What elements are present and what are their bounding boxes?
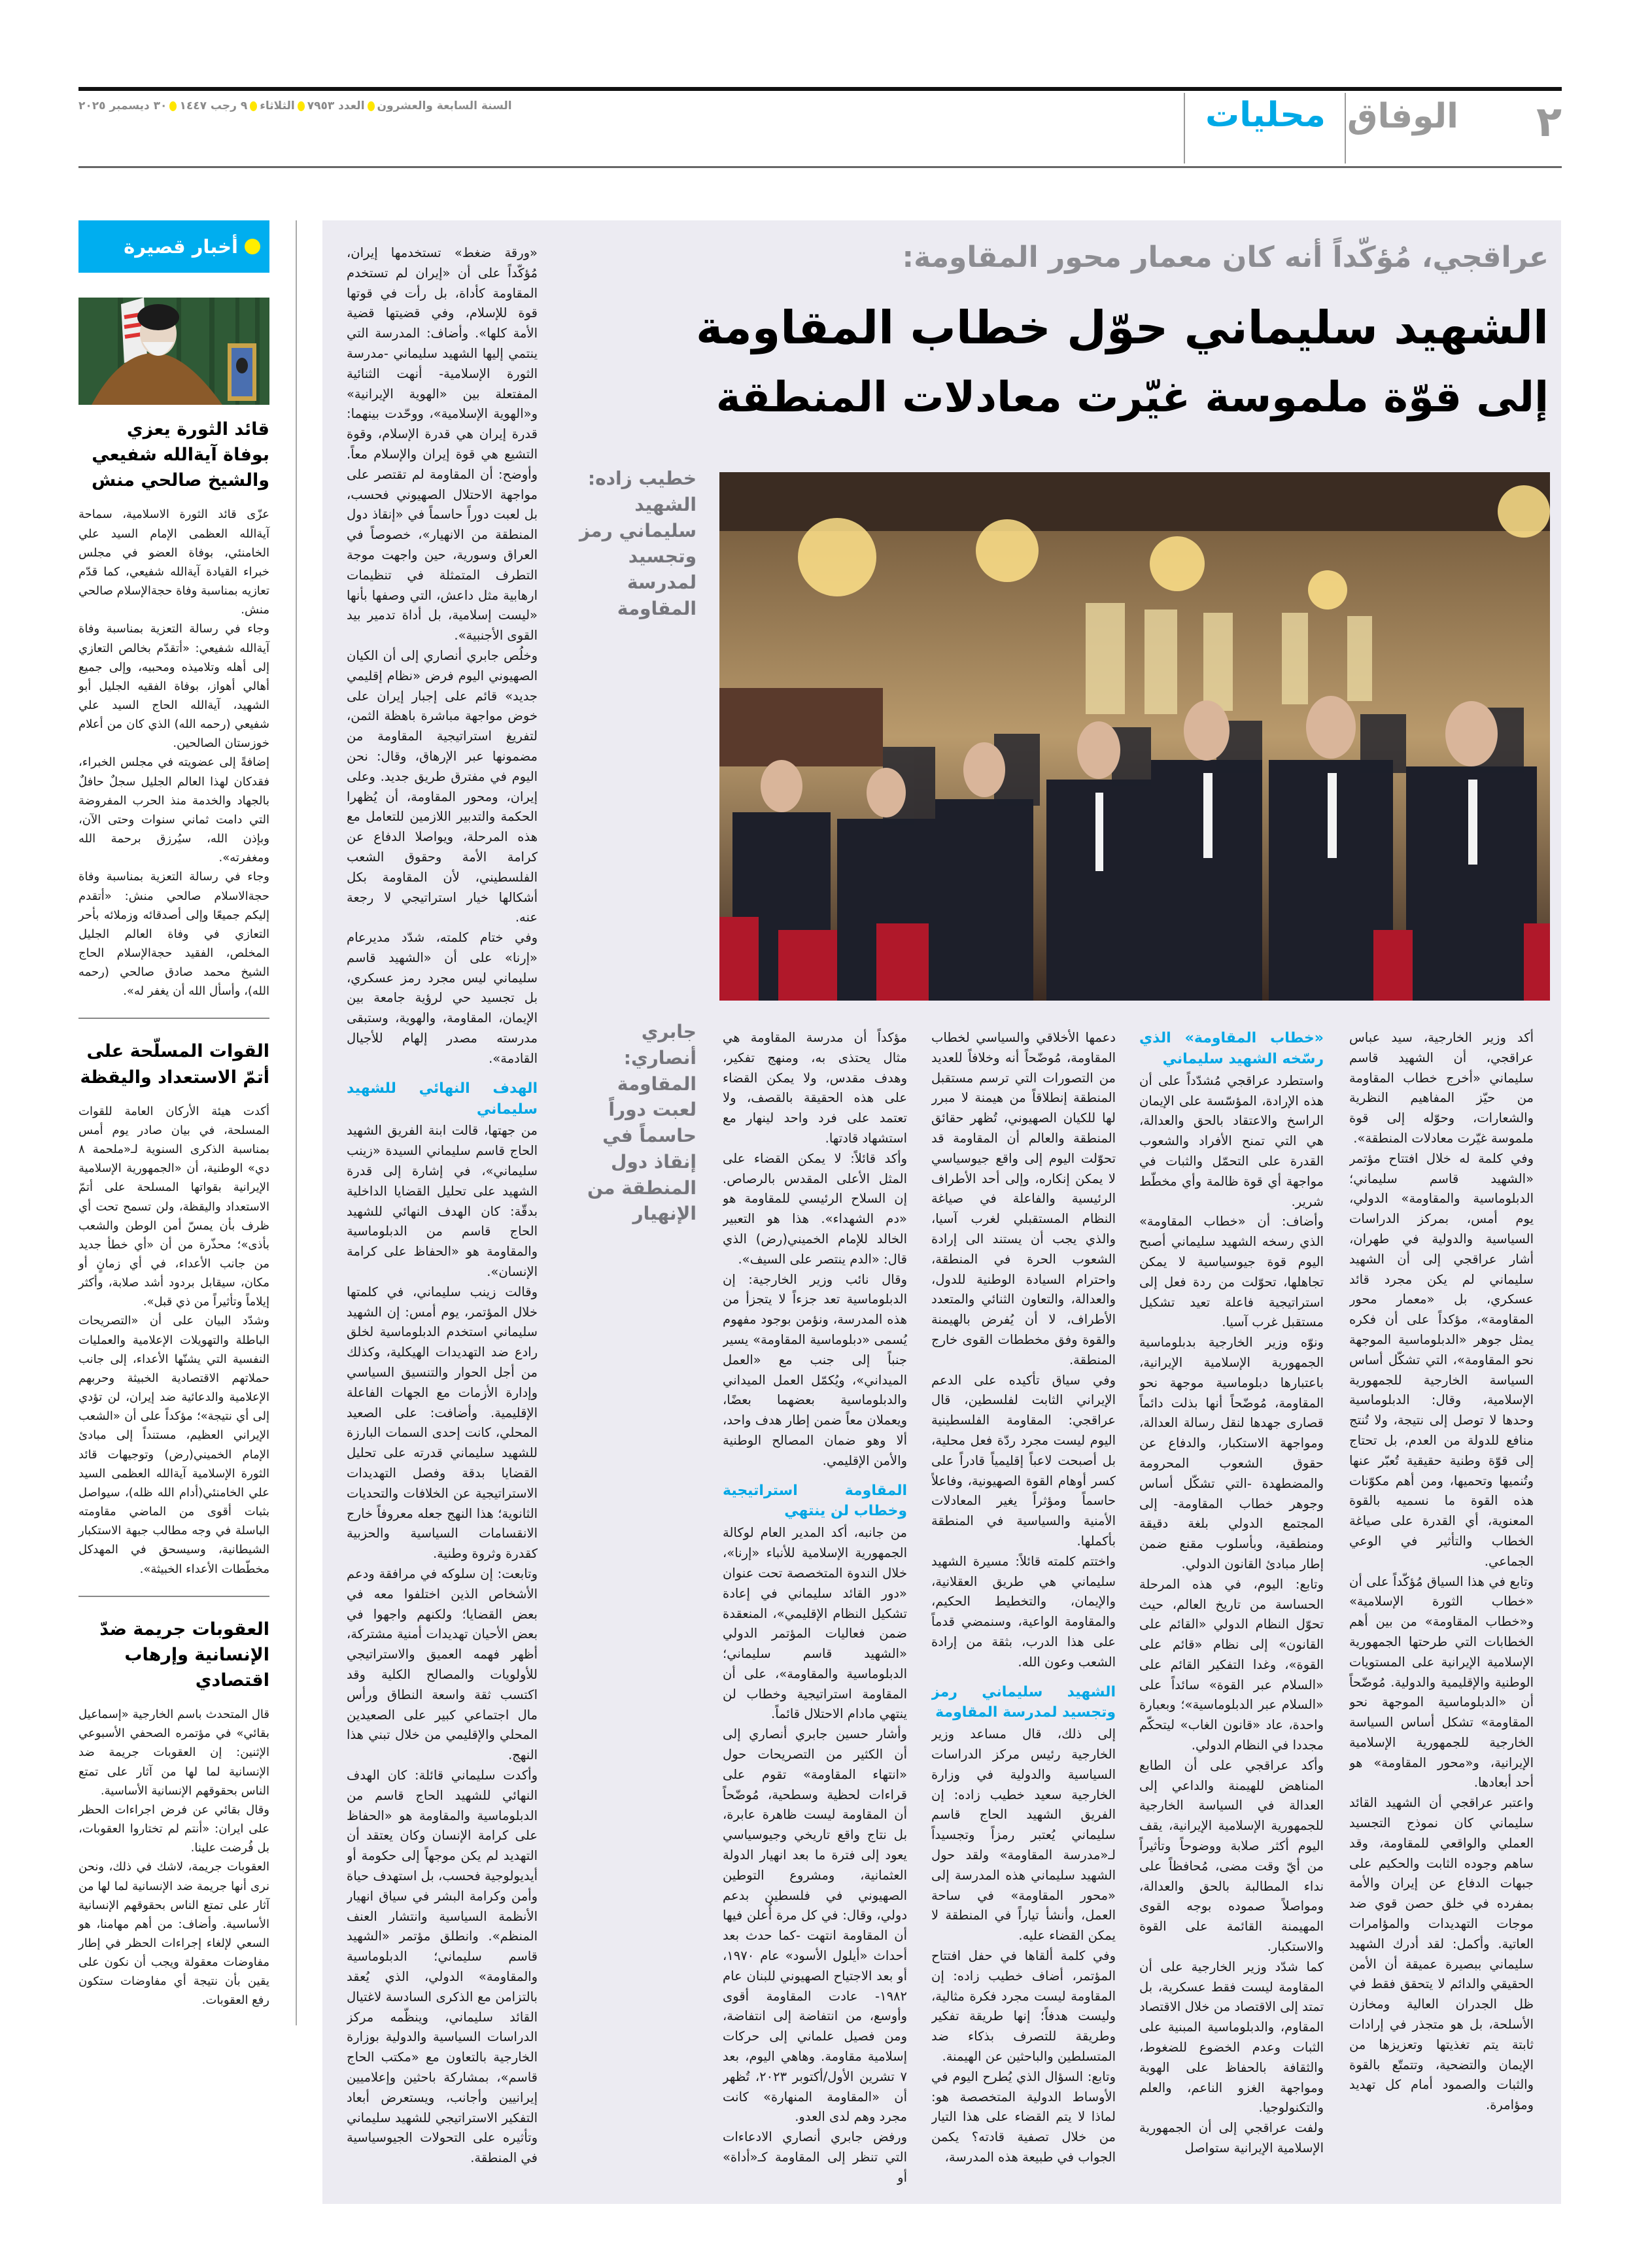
masthead-bottom-rule	[78, 166, 1562, 168]
dateline-year: السنة السابعة والعشرون	[377, 99, 512, 112]
article-paragraph: كما شدّد وزير الخارجية على أن المقاومة ليست فقط عسكرية، بل تمتد إلى الاقتصاد من خلال الاقتصاد المقاوم، والدبلوماسية المبنية على الثبات وعدم الخضوع للضغوط، والثقافة بالحفاظ على الهوية ومواجهة الغزو الناعم، والعلم والتكنولوجيا.	[1139, 1959, 1324, 2116]
article-paragraph: وتابع: السؤال الذي يُطرح اليوم في الأوساط الدولية المتخصصة هو: لماذا لا يتم القضاء على هذا التيار من خلال تصفية قادته؟ يكمن الجواب في طبيعة هذه المدرسة،	[931, 2069, 1116, 2165]
article-paragraph: مؤكداً أن مدرسة المقاومة هي مثال يحتذى به، ومنهج تفكير، وهدف مقدس، ولا يمكن القضاء على هذه الحقيقة بالقصف، ولا تعتمد على فرد واحد لينهار مع استشهاد قادتها.	[723, 1030, 907, 1146]
article-paragraph: وتابع في هذا السياق مُؤكّداً على أن «خطاب الثورة الإسلامية» و«خطاب المقاومة» من بين أهم الخطابات التي طرحتها الجمهورية الإسلامية الإيرانية على المستويات الوطنية والإقليمية والدولية. مُوضّحاً أن «الدبلوماسية الموجهة نحو المقاومة» تشكل أساس السياسة الخارجية للجمهورية الإسلامية الإيرانية، و«محور المقاومة» هو أحد أبعادها.	[1349, 1573, 1534, 1791]
article-subheading: «خطاب المقاومة» الذي رسّخه الشهيد سليماني	[1139, 1030, 1324, 1067]
article-column	[347, 243, 538, 2179]
headline-line: إلى قوّة ملموسة غيّرت معادلات المنطقة	[715, 373, 1549, 422]
page-number: ٢	[1536, 98, 1562, 146]
article-paragraph: وقال نائب وزير الخارجية: إن الدبلوماسية تعد جزءاً لا يتجزأ من هذه المدرسة، ونؤمن بوجود مفهوم يُسمى «دبلوماسية المقاومة» يسير جنباً إلى جنب مع «العمل الميداني»، ويُكمّل العمل الميداني والدبلوماسية بعضهما بعضًا، ويعملان معاً ضمن إطار هدف واحد، ألا وهو ضمان المصالح الوطنية والأمن الإقليمي.	[723, 1271, 907, 1468]
article-column	[1349, 1028, 1534, 2186]
pull-quote: خطيب زاده: الشهيد سليماني رمز وتجسيد لمدرسة المقاومة	[579, 468, 697, 619]
article-paragraph: وأكدت سليماني قائلة: كان الهدف النهائي للشهيد الحاج قاسم من الدبلوماسية والمقاومة هو «الحفاظ على كرامة الإنسان وكان يعتقد أن التهديد لم يكن موجهاً إلى حكومة أو أيديولوجية فحسب، بل استهدف حياة وأمن وكرامة البشر في سياق انهيار الأنظمة السياسية وانتشار العنف المنظم». وانطلق مؤتمر «الشهيد قاسم سليماني؛ الدبلوماسية والمقاومة» الدولي، الذي يُعقد بالتزامن مع الذكرى السادسة لاغتيال القائد سليماني، وينظّمه مركز الدراسات السياسية والدولية بوزارة الخارجية بالتعاون مع «مكتب الحاج قاسم»، بمشاركة باحثين وإعلاميين إيرانيين وأجانب، ويستعرض أبعاد التفكير الاستراتيجي للشهيد سليماني وتأثيره على التحولات الجيوسياسية في المنطقة.	[347, 1767, 538, 2166]
pull-quote: جابري أنصاري: المقاومة لعبت دوراً حاسماً في إنقاذ دول المنطقة من الإنهيار	[587, 1021, 697, 1225]
article-paragraph: إلى ذلك، قال مساعد وزير الخارجية رئيس مركز الدراسات السياسية والدولية في وزارة الخارجية سعيد خطيب زاده: إن الفريق الشهيد الحاج قاسم سليماني يُعتبر رمزاً وتجسيداً لـ«مدرسة المقاومة» ولقد حول الشهيد سليماني هذه المدرسة إلى «محور المقاومة» في ساحة العمل، وأنشأ تياراً في المنطقة لا يمكن القضاء عليه.	[931, 1727, 1116, 1944]
dateline-issue: العدد ٧٩٥٣	[307, 99, 365, 112]
story-headline[interactable]: قائد الثورة يعزي بوفاة آيةالله شفيعي والشيخ صالحي منش	[92, 419, 269, 491]
newspaper-logo: الوفاق	[1347, 97, 1458, 136]
story-paragraph: وجاء في رسالة التعزية بمناسبة وفاة آيةالله شفيعي: «أتقدّم بخالص التعازي إلى أهله وتلاميذه ومحبيه، وإلى جميع أهالي أهواز، بوفاة الفقيه الجليل أبو الشهيد، آيةالله الحاج السيد علي شفيعي (رحمه الله) الذي كان من أعلام خوزستان الصالحين.	[78, 622, 269, 751]
section-title: محليات	[1205, 95, 1326, 135]
article-paragraph: وأشار حسين جابري أنصاري إلى أن الكثير من التصريحات حول «انتهاء المقاومة» تقوم على قراءات لحظية وسطحية، مُوضّحاً أن المقاومة ليست ظاهرة عابرة، بل نتاج واقع تاريخي وجيوسياسي يعود إلى فترة ما بعد انهيار الدولة العثمانية، ومشروع التوطين الصهيوني في فلسطين بدعم دولي، وقال: في كل مرة أُعلن فيها أن المقاومة انتهت -كما حدث بعد أحداث «أيلول الأسود» عام ١٩٧٠، أو بعد الاجتياح الصهيوني للبنان عام ١٩٨٢- عادت المقاومة أقوى وأوسع، من انتفاضة إلى انتفاضة، ومن فصيل علماني إلى حركات إسلامية مقاومة. وهاهي اليوم، بعد ٧ تشرين الأول/أكتوبر ٢٠٢٣، تُظهر أن «المقاومة المنهارة» كانت مجرد وهم لدى العدو.	[723, 1727, 907, 2125]
story-paragraph: أكدت هيئة الأركان العامة للقوات المسلحة، في بيان صادر يوم أمس بمناسبة الذكرى السنوية لـ«ملحمة ٨ دي» الوطنية، أن «الجمهورية الإسلامية الإيرانية بقواتها المسلحة على أتمّ الاستعداد واليقظة، ولن تسمح تحت أي ظرف بأن يمسّ أمن الوطن والشعب بأذى»؛ محذّرة من أن «أي خطأ جديد من جانب الأعداء، في أي زمانٍ أو مكان، سيقابل بردود أشد صلابة، وأكثر إيلاماً وتأثيراً من ذي قبل».	[78, 1104, 269, 1309]
headline-line: الشهيد سليماني حوّل خطاب المقاومة	[695, 301, 1549, 354]
article-paragraph: وفي ختام كلمته، شدّد مديرعام «إرنا» على أن «الشهيد قاسم سليماني ليس مجرد رمز عسكري، بل تجسيد حي لرؤية جامعة بين الإيمان، المقاومة، والهوية، وستبقى مدرسته مصدر إلهام للأجيال القادمة».	[347, 930, 538, 1066]
article-paragraph: وأكد عراقجي على أن الطابع المناهض للهيمنة والداعي إلى العدالة في السياسة الخارجية للجمهورية الإسلامية الإيرانية، يقف اليوم أكثر صلابة ووضوحاً وتأثيراً من أيّ وقت مضى، مُحافظاً على نداء المطالبة بالحق والعدالة، ومواصلاً صموده بوجه القوى المهيمنة القائمة على القوة والاستكبار.	[1139, 1757, 1324, 1955]
story-paragraph: إضافةً إلى عضويته في مجلس الخبراء، فقدكان لهذا العالم الجليل سجلٌ حافلٌ بالجهاد والخدمة منذ الحرب المفروضة التي دامت ثماني سنوات وحتى الآن، وبإذن الله، سيُرزق برحمة الله ومغفرته».	[78, 755, 269, 865]
story-headline[interactable]: القوات المسلّحة على أتمّ الاستعداد واليقظة	[80, 1041, 269, 1088]
short-news-header	[78, 220, 269, 273]
article-column	[723, 1028, 907, 2186]
leader-photo	[78, 298, 269, 405]
article-paragraph: وفي سياق تأكيده على الدعم الإيراني الثابت لفلسطين، قال عراقجي: المقاومة الفلسطينية اليوم ليست مجرد ردّة فعل محلية، بل أصبحت لاعباً إقليمياً قادراً على كسر أوهام القوة الصهيونية، وفاعلاً حاسماً ومؤثراً يغير المعادلات الأمنية والسياسية في المنطقة بأكملها.	[931, 1372, 1116, 1549]
bullet-dot-icon	[169, 101, 177, 111]
dateline	[78, 99, 667, 112]
article-column	[931, 1028, 1116, 2186]
article-paragraph: دعمها الأخلاقي والسياسي لخطاب المقاومة، مُوضّحاً أنه وخلافاً للعديد من التصورات التي ترسم مستقبل المنطقة إنطلاقاً من هيمنة لا مبرر لها للكيان الصهيوني، تُظهر حقائق المنطقة والعالم أن المقاومة قد تحوّلت اليوم إلى واقع جيوسياسي لا يمكن إنكاره، وإلى أحد الأطراف الرئيسية والفاعلة في صياغة النظام المستقبلي لغرب آسيا، والذي يجب أن يستند الى إرادة الشعوب الحرة في المنطقة، واحترام السيادة الوطنية للدول، والعدالة، والتعاون الثنائي والمتعدد الأطراف، لا أن يُفرض بالهيمنة والقوة وفق مخططات القوى خارج المنطقة.	[931, 1030, 1116, 1367]
article-paragraph: ونوّه وزير الخارجية بدبلوماسية الجمهورية الإسلامية الإيرانية، باعتبارها دبلوماسية موجهة نحو المقاومة، مُوضّحاً أنها بذلت دائماً قصارى جهدها لنقل رسالة العدالة، ومواجهة الاستكبار، والدفاع عن حقوق الشعوب المحرومة والمضطهدة -التي تشكّل أساس وجوهر خطاب المقاومة- إلى المجتمع الدولي بلغة دقيقة ومنطقية، وبأسلوب مقنع ضمن إطار مبادئ القانون الدولي.	[1139, 1335, 1324, 1572]
article-paragraph: وتابعت: إن سلوكه في مرافقة ودعم الأشخاص الذين اختلفوا معه في بعض القضايا؛ ولكنهم واجهوا في بعض الأحيان تهديدات أمنية مشتركة، أظهر فهمه العميق والاستراتيجي للأولويات والمصالح الكلية وقد اكتسب ثقة واسعة النطاق ورأس مال اجتماعي كبير على الصعيدين المحلي والإقليمي من خلال تبني هذا النهج.	[347, 1566, 538, 1763]
short-news-sidebar	[78, 220, 269, 2010]
article-paragraph: وقالت زينب سليماني، في كلمتها خلال المؤتمر، يوم أمس: إن الشهيد سليماني استخدم الدبلوماسية لخلق رادع ضد التهديدات الهيكلية، وكذلك من أجل الحوار والتنسيق السياسي وإدارة الأزمات مع الجهات الفاعلة الإقليمية. وأضافت: على الصعيد المحلي، كانت إحدى السمات البارزة للشهيد سليماني قدرته على تحليل القضايا بدقة وفصل التهديدات الاستراتيجية عن الخلافات والتحديات الثانوية؛ هذا النهج جعله معروفاً خارج الانقسامات السياسية والحزبية كقدرة وثروة وطنية.	[347, 1284, 538, 1562]
masthead-top-rule	[78, 87, 1562, 91]
news-story	[78, 417, 269, 1001]
article-paragraph: واستطرد عراقجي مُشدّداً على أن هذه الإرادة، المؤسّسة على الإيمان الراسخ والاعتقاد بالحق والعدالة، هي التي تمنح الأفراد والشعوب القدرة على التحمّل والثبات في مواجهة أي قوة ظالمة وأي مخطّط شرير.	[1139, 1073, 1324, 1209]
sidebar-divider	[296, 220, 297, 2025]
article-headline[interactable]	[693, 291, 1549, 431]
story-paragraph: عزّى قائد الثورة الاسلامية، سماحة آيةالله العظمى الإمام السيد علي الخامنئي، بوفاة العضو في مجلس خبراء القيادة آيةالله شفيعي، كما قدّم تعازيه بمناسبة وفاة حجةالإسلام صالحي منش.	[78, 507, 269, 617]
story-paragraph: وجاء في رسالة التعزية بمناسبة وفاة حجةالاسلام صالحي منش: «أتقدم إليكم جميعًا وإلى أصدقائه وزملائه بأحر التعازي في وفاة العالم الجليل المخلص، الفقيد حجةالإسلام الحاج الشيخ محمد صادق صالحي (رحمه الله)، وأسأل الله أن يغفر له».	[78, 870, 269, 999]
article-paragraph: ولفت عراقجي إلى أن الجمهورية الإسلامية الإيرانية ستواصل	[1139, 2120, 1324, 2156]
article-column	[1139, 1028, 1324, 2186]
story-divider	[78, 1018, 269, 1019]
article-paragraph: وخلُص جابري أنصاري إلى أن الكيان الصهيوني اليوم فرض «نظام إقليمي جديد» قائم على إجبار إيران على خوض مواجهة مباشرة باهظة الثمن، لتفريغ استراتيجية المقاومة من مضمونها عبر الإرهاق، وقال: نحن اليوم في مفترق طريق جديد. وعلى إيران، ومحور المقاومة، أن يُظهرا الحكمة والتدبير اللازمين للتعامل مع هذه المرحلة، ويواصلا الدفاع عن كرامة الأمة وحقوق الشعب الفلسطيني، لأن المقاومة بكل أشكالها خيار استراتيجي لا رجعة عنه.	[347, 647, 538, 925]
story-paragraph: وقال بقائي عن فرض اجراءات الحظر على ايران: «أنتم لم تختاروا العقوبات، بل فُرضت علينا.	[78, 1802, 269, 1855]
bullet-dot-icon	[298, 101, 305, 111]
article-kicker: عراقجي، مُؤكّداً أنه كان معمار محور المقاومة:	[902, 241, 1549, 274]
story-paragraph: قال المتحدث باسم الخارجية «إسماعيل بقائي» في مؤتمره الصحفي الأسبوعي الإثنين: إن العقوبات جريمة ضد الإنسانية لما لها من آثار على تمتع الناس بحقوقهم الإنسانية الأساسية.	[78, 1708, 269, 1798]
article-paragraph: واختتم كلمته قائلاً: مسيرة الشهيد سليماني هي طريق العقلانية، والإيمان، والتخطيط الحكيم، والمقاومة الواعية، وسنمضي قدماً على هذا الدرب، بثقة من إرادة الشعب وعون الله.	[931, 1553, 1116, 1670]
story-paragraph: وشدّد البيان على أن «التصريحات الباطلة والتهويلات الإعلامية والعمليات النفسية التي يشنّها الأعداء، إلى جانب حملاتهم الاقتصادية الخبيثة وحربهم الإعلامية والدعائية ضد إيران، لن تؤدي إلى أي نتيجة»؛ مؤكداً على أن «الشعب الإيراني العظيم، مستنداً إلى مبادئ الإمام الخميني(رض) وتوجيهات قائد الثورة الإسلامية آيةالله العظمى السيد علي الخامنئي(أدام الله ظله)، سيواصل بثبات أقوى من الماضي مقاومته الباسلة في وجه مطالب جبهة الاستكبار الشيطانية، وسيسحق في المهدكل مخطّطات الأعداء الخبيثة».	[78, 1314, 269, 1576]
article-subheading: المقاومة استراتيجية وخطاب لن ينتهي	[723, 1482, 907, 1520]
dateline-gregorian: ٣٠ ديسمبر ٢٠٢٥	[78, 99, 167, 112]
article-paragraph: من جهتها، قالت ابنة الفريق الشهيد الحاج قاسم سليماني السيدة «زينب سليماني»، في إشارة إلى قدرة الشهيد على تحليل القضايا الداخلية بدقّة: كان الهدف النهائي للشهيد الحاج قاسم من الدبلوماسية والمقاومة هو «الحفاظ على كرامة الإنسان».	[347, 1123, 538, 1280]
bullet-dot-icon	[368, 101, 375, 111]
dateline-weekday: الثلاثاء	[260, 99, 295, 112]
article-subheading: الهدف النهائي للشهيد سليماني	[347, 1080, 538, 1118]
article-paragraph: ورفض جابري أنصاري الادعاءات التي تنظر إلى المقاومة كـ«أداة» أو	[723, 2129, 907, 2185]
article-paragraph: وأضاف: أن «خطاب المقاومة» الذي رسخه الشهيد سليماني أصبح اليوم قوة جيوسياسية لا يمكن تجاهلها، تحوّلت من ردة فعل إلى استراتيجية فاعلة تعيد تشكيل مستقبل غرب آسيا.	[1139, 1214, 1324, 1330]
news-story	[78, 1617, 269, 2010]
article-paragraph: «ورقة ضغط» تستخدمها إيران، مُؤكّداً على أن «إيران لم تستخدم المقاومة كأداة، بل رأت في قوتها قوة للإسلام، وفي قضيتها قضية الأمة كلها». وأضاف: المدرسة التي ينتمي إليها الشهيد سليماني -مدرسة الثورة الإسلامية- أنهت الثنائية المفتعلة بين «الهوية الإيرانية» و«الهوية الإسلامية»، ووحّدت بينهما: قدرة إيران هي قدرة الإسلام، وقوة التشيع هي قوة إيران والإسلام معاً. وأوضح: أن المقاومة لم تقتصر على مواجهة الاحتلال الصهيوني فحسب، بل لعبت دوراً حاسماً في «إنقاذ دول المنطقة من الانهيار»، خصوصاً في العراق وسورية، حين واجهت موجة التطرف المتمثلة في تنظيمات ارهابية مثل داعش، التي وصفها بأنها «ليست إسلامية، بل أداة تدمير بيد القوى الأجنبية».	[347, 245, 538, 644]
masthead-divider	[1345, 93, 1346, 163]
article-paragraph: وفي كلمة ألقاها في حفل افتتاح المؤتمر، أضاف خطيب زاده: إن المقاومة ليست مجرد فكرة مثالية، وليست هدفاً؛ إنها طريقة تفكير وطريقة للتصرف بذكاء ضد المتسلطين والباحثين عن الهيمنة.	[931, 1948, 1116, 2065]
article-subheading: الشهيد سليماني رمز وتجسيد لمدرسة المقاومة	[931, 1683, 1116, 1721]
story-headline[interactable]: العقوبات جريمة ضدّ الإنسانية وإرهاب اقتصادي	[99, 1619, 269, 1691]
yellow-dot-icon	[245, 239, 260, 254]
article-paragraph: أكد وزير الخارجية، سيد عباس عراقجي، أن الشهيد قاسم سليماني «أخرج خطاب المقاومة من حيّز المفاهيم النظرية والشعارات، وحوّله إلى قوة ملموسة غيّرت معادلات المنطقة».	[1349, 1030, 1534, 1146]
masthead-divider	[1184, 93, 1185, 163]
article-paragraph: وفي كلمة له خلال افتتاح مؤتمر «الشهيد قاسم سليماني؛ الدبلوماسية والمقاومة» الدولي، يوم أمس، بمركز الدراسات السياسية والدولية في طهران، أشار عراقجي إلى أن الشهيد سليماني لم يكن مجرد قائد عسكري، بل «معمار محور المقاومة»، مؤكداً على أن فكره يمثل جوهر «الدبلوماسية الموجهة نحو المقاومة»، التي تشكّل أساس السياسة الخارجية للجمهورية الإسلامية، وقال: الدبلوماسية وحدها لا توصل إلى نتيجة، ولا تُنتج منافع للدولة من العدم، بل تحتاج إلى قوّة وطنية حقيقية تُعبّر عنها وتُنميها وتحميها، ومن أهم مكوّنات هذه القوة ما نسميه بالقوة المعنوية، أي القدرة على صياغة الخطاب والتأثير في الوعي الجماعي.	[1349, 1150, 1534, 1569]
article-paragraph: واعتبر عراقجي أن الشهيد القائد سليماني كان نموذج التجسيد العملي والواقعي للمقاومة، وقد ساهم وجوده الثابت والحكيم على جبهات الدفاع عن إيران والأمة بمفرده في خلق حصن قوي ضد موجات التهديدات والمؤامرات العاتية. وأكمل: لقد أدرك الشهيد سليماني ببصيرة عميقة أن الأمن الحقيقي والدائم لا يتحقق فقط في ظل الجدران العالية ومخازن الأسلحة، بل هو متجذر في إرادات ثابتة يتم تغذيتها وتعزيزها من الإيمان والتضحية، وتتمتّع بالقوة والثبات والصمود أمام كل تهديد ومؤامرة.	[1349, 1795, 1534, 2113]
news-story	[78, 1039, 269, 1578]
conference-photo	[719, 472, 1550, 1001]
dateline-hijri: ٩ رجب ١٤٤٧	[179, 99, 248, 112]
article-paragraph: من جانبه، أكد المدير العام لوكالة الجمهورية الإسلامية للأنباء «إرنا»، خلال الندوة المتخصصة تحت عنوان «دور القائد سليماني في إعادة تشكيل النظام الإقليمي»، المنعقدة ضمن فعاليات المؤتمر الدولي «الشهيد قاسم سليماني؛ الدبلوماسية والمقاومة»، على أن المقاومة استراتيجية وخطاب لن ينتهي مادام الاحتلال قائماً.	[723, 1525, 907, 1722]
short-news-title: أخبار قصيرة	[124, 235, 238, 258]
bullet-dot-icon	[250, 101, 257, 111]
article-paragraph: وأكد قائلاً: لا يمكن القضاء على المثل الأعلى المقدس بالرصاص. إن السلاح الرئيسي للمقاومة هو «دم الشهداء». هذا هو التعبير الخالد للإمام الخميني(رض) الذي قال: «الدم ينتصر على السيف».	[723, 1150, 907, 1267]
article-paragraph: وتابع: اليوم، في هذه المرحلة الحساسة من تاريخ العالم، حيث تحوّل النظام الدولي «القائم على القانون» إلى نظام «قائم على القوة»، وغدا التفكير القائم على «السلام عبر القوة» سائداً على «السلام عبر الدبلوماسية»؛ وبعبارة واحدة، عاد «قانون الغاب» ليتحكّم مجددا في النظام الدولي.	[1139, 1576, 1324, 1753]
story-divider	[78, 1596, 269, 1597]
story-paragraph: العقوبات جريمة، لاشك في ذلك، ونحن نرى أنها جريمة ضد الإنسانية لما لها من آثار على تمتع الناس بحقوقهم الإنسانية الأساسية. وأضاف: من أهم مهامنا، هو السعي لإلغاء إجراءات الحظر في إطار مفاوضات معقولة ويجب أن نكون على يقين بأن نتيجة أي مفاوضات ستكون رفع العقوبات.	[78, 1860, 269, 2008]
